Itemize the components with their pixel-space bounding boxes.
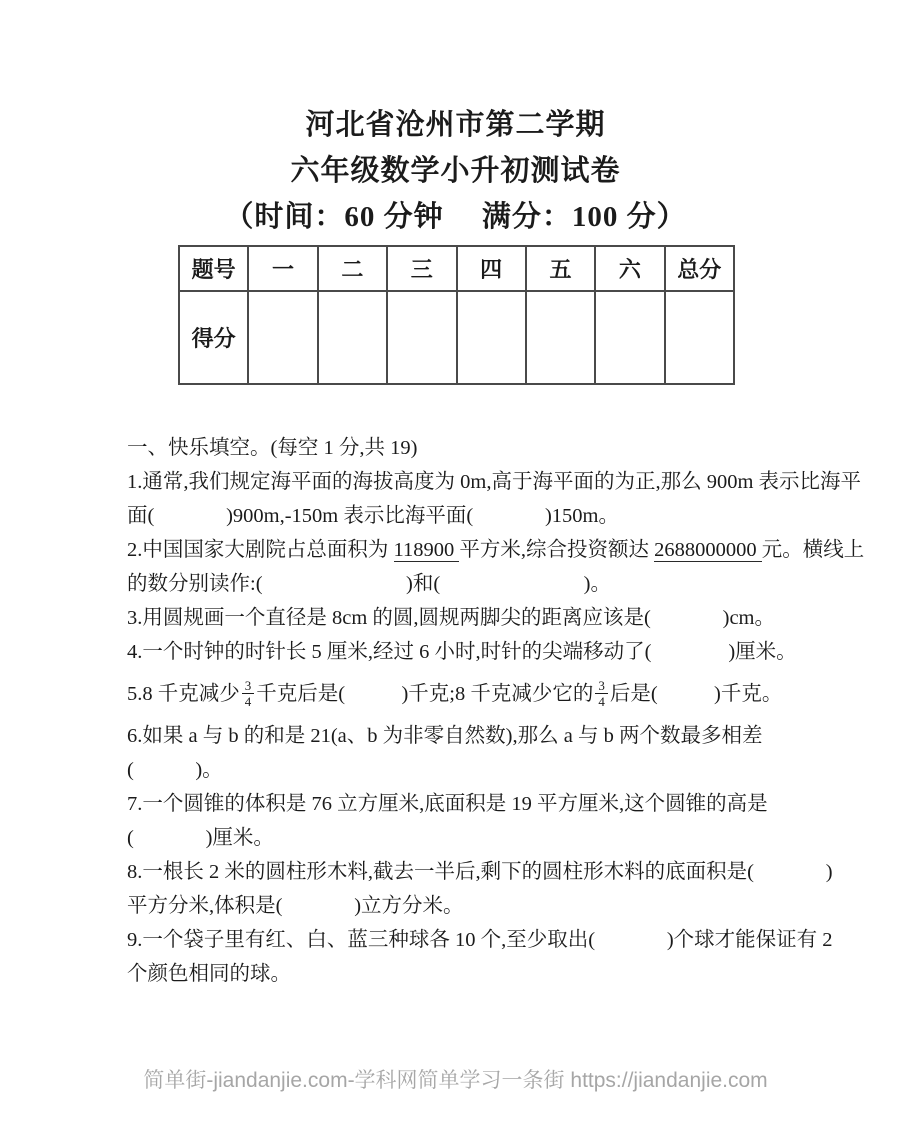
question-1-line-2: 面( )900m,-150m 表示比海平面( )150m。	[127, 505, 619, 527]
score-cell	[526, 291, 595, 384]
table-score-row	[179, 291, 734, 384]
score-row-label: 得分	[179, 291, 248, 384]
header-cell-section-5: 五	[526, 246, 595, 291]
header-cell-section-6: 六	[595, 246, 664, 291]
exam-title-region: 河北省沧州市第二学期	[305, 109, 606, 141]
question-2-text: 2.中国国家大剧院占总面积为	[127, 539, 394, 561]
question-4: 4.一个时钟的时针长 5 厘米,经过 6 小时,时针的尖端移动了( )厘米。	[127, 641, 797, 663]
question-5	[127, 669, 817, 719]
score-cell	[318, 291, 387, 384]
question-6-line-1: 6.如果 a 与 b 的和是 21(a、b 为非零自然数),那么 a 与 b 两个数最多相差	[127, 725, 763, 747]
section-one-fill-in-blanks	[127, 431, 865, 991]
question-5-text: 5.8 千克减少	[127, 683, 240, 705]
score-summary-table	[178, 245, 735, 385]
score-cell	[457, 291, 526, 384]
score-cell	[387, 291, 456, 384]
fraction-three-fourths: $\frac{3}{4}$	[242, 679, 255, 708]
score-cell	[248, 291, 317, 384]
question-5-text: 后是( )千克。	[609, 683, 783, 705]
question-3: 3.用圆规画一个直径是 8cm 的圆,圆规两脚尖的距离应该是( )cm。	[127, 607, 775, 629]
score-cell-total	[665, 291, 734, 384]
header-cell-question-number: 题号	[179, 246, 248, 291]
fraction-three-fourths: $\frac{3}{4}$	[595, 679, 608, 708]
question-2-line-2: 的数分别读作:( )和( )。	[127, 573, 612, 595]
section-heading: 一、快乐填空。(每空 1 分,共 19)	[127, 437, 418, 459]
question-7-line-1: 7.一个圆锥的体积是 76 立方厘米,底面积是 19 平方厘米,这个圆锥的高是	[127, 793, 768, 815]
watermark-footer: 简单街-jiandanjie.com-学科网简单学习一条街 https://jiandanjie.com	[143, 1069, 768, 1092]
question-9-line-2: 个颜色相同的球。	[127, 963, 291, 985]
question-9-line-1: 9.一个袋子里有红、白、蓝三种球各 10 个,至少取出( )个球才能保证有 2	[127, 929, 833, 951]
header-cell-section-1: 一	[248, 246, 317, 291]
question-5-text: 千克后是( )千克;8 千克减少它的	[256, 683, 594, 705]
question-2-line-1	[127, 533, 865, 567]
question-7-line-2: ( )厘米。	[127, 827, 274, 849]
score-cell	[595, 291, 664, 384]
question-6-line-2: ( )。	[127, 759, 223, 781]
header-cell-total: 总分	[665, 246, 734, 291]
question-8-line-2: 平方分米,体积是( )立方分米。	[127, 895, 464, 917]
exam-time-score-info: （时间：60 分钟 满分：100 分）	[224, 201, 687, 233]
question-2-underlined-number-2: 2688000000	[654, 539, 762, 561]
question-8-line-1: 8.一根长 2 米的圆柱形木料,截去一半后,剩下的圆柱形木料的底面积是( )	[127, 861, 833, 883]
question-1-line-1: 1.通常,我们规定海平面的海拔高度为 0m,高于海平面的为正,那么 900m 表示比海平	[127, 471, 862, 493]
header-cell-section-4: 四	[457, 246, 526, 291]
table-header-row	[179, 246, 734, 291]
header-cell-section-3: 三	[387, 246, 456, 291]
question-2-text: 平方米,综合投资额达	[459, 539, 655, 561]
header-cell-section-2: 二	[318, 246, 387, 291]
question-2-text: 元。横线上	[761, 539, 865, 561]
question-2-underlined-number-1: 118900	[393, 539, 460, 561]
exam-title-subject: 六年级数学小升初测试卷	[290, 155, 621, 187]
exam-header	[0, 102, 911, 240]
